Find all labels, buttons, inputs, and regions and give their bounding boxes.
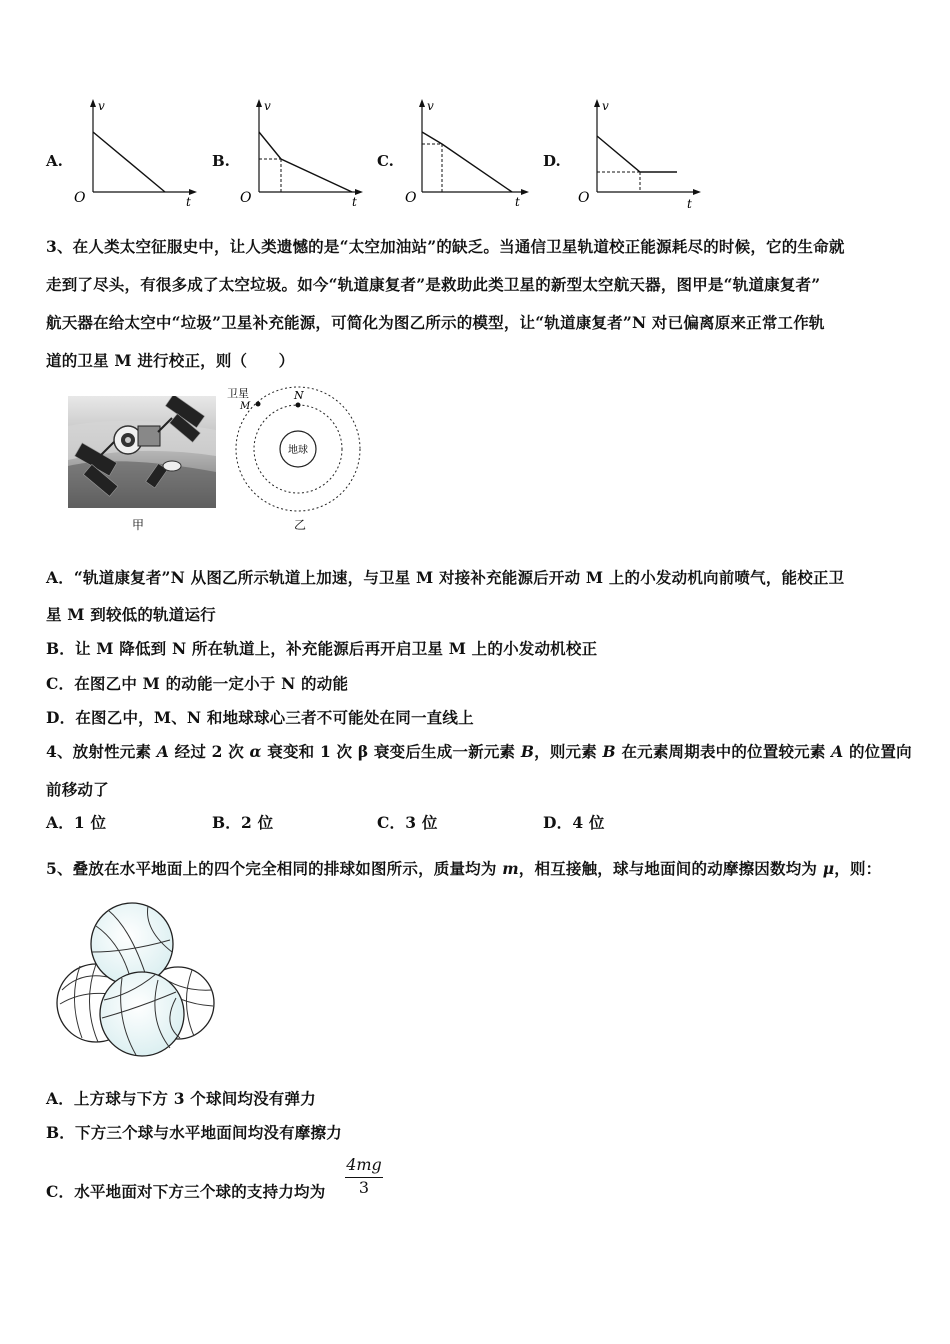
- q3-option-a-line-2: 星 M 到较低的轨道运行: [46, 605, 216, 624]
- satellite-m-label: M: [240, 401, 251, 412]
- origin-label: O: [74, 190, 86, 206]
- figure-yi-caption: 乙: [294, 518, 307, 532]
- origin-label: O: [405, 190, 417, 206]
- origin-label: O: [240, 190, 252, 206]
- q4-option-a: A．1 位: [46, 813, 107, 832]
- figure-yi-orbits: [222, 384, 372, 534]
- q3-stem-line-2: 走到了尽头，有很多成了太空垃圾。如今“轨道康复者”是救助此类卫星的新型太空航天器，图甲是“轨道康复者”: [46, 275, 821, 294]
- fraction-4mg-over-3: [343, 1156, 385, 1198]
- q3-option-a-line-1: A．“轨道康复者”N 从图乙所示轨道上加速，与卫星 M 对接补充能源后开动 M 上的小发动机向前喷气，能校正卫: [46, 568, 845, 587]
- axis-t-label: t: [352, 195, 357, 208]
- option-letter-c: C.: [377, 152, 394, 170]
- q3-stem-line-3: 航天器在给太空中“垃圾”卫星补充能源，可简化为图乙所示的模型，让“轨道康复者”N 对已偏离原来正常工作轨: [46, 313, 825, 332]
- volleyball-front: [100, 972, 184, 1056]
- option-letter-d: D.: [543, 152, 561, 170]
- q3-stem-line-4: 道的卫星 M 进行校正，则（ ）: [46, 351, 295, 370]
- axis-v-label: v: [264, 99, 271, 113]
- q4-option-b: B．2 位: [212, 813, 274, 832]
- q3-stem-line-1: 3、在人类太空征服史中，让人类遗憾的是“太空加油站”的缺乏。当通信卫星轨道校正能源耗尽的时候，它的生命就: [46, 237, 845, 256]
- vt-graph-a: [70, 96, 200, 208]
- vt-graph-c: [402, 96, 532, 208]
- option-letter-a: A.: [46, 152, 63, 170]
- figure-jia-caption: 甲: [132, 518, 145, 532]
- axis-t-label: t: [687, 197, 692, 208]
- figure-jia-photo: [68, 396, 216, 508]
- vt-graph-d: [574, 96, 704, 208]
- option-letter-b: B.: [212, 152, 230, 170]
- axis-v-label: v: [602, 99, 609, 113]
- q4-stem-line-1: 4、放射性元素 A 经过 2 次 α 衰变和 1 次 β 衰变后生成一新元素 B，则元素 B 在元素周期表中的位置较元素 A 的位置向: [46, 742, 912, 761]
- q5-option-a: A．上方球与下方 3 个球间均没有弹力: [46, 1089, 316, 1108]
- satellite-n-label: N: [294, 389, 304, 402]
- earth-label: 地球: [288, 445, 308, 456]
- axis-v-label: v: [427, 99, 434, 113]
- figure-volleyballs: [52, 900, 222, 1060]
- origin-label: O: [578, 190, 590, 206]
- q5-stem: 5、叠放在水平地面上的四个完全相同的排球如图所示，质量均为 m，相互接触，球与地面间的动摩擦因数均为 μ，则：: [46, 859, 882, 878]
- axis-v-label: v: [98, 99, 105, 113]
- fraction-numerator: 4mg: [346, 1155, 382, 1174]
- axis-t-label: t: [515, 195, 520, 208]
- q5-option-b: B．下方三个球与水平地面间均没有摩擦力: [46, 1123, 342, 1142]
- q3-option-b: B．让 M 降低到 N 所在轨道上，补充能源后再开启卫星 M 上的小发动机校正: [46, 639, 598, 658]
- q4-option-c: C．3 位: [377, 813, 438, 832]
- satellite-m-dot: [256, 402, 261, 407]
- vt-graph-b: [236, 96, 366, 208]
- q3-option-d: D．在图乙中，M、N 和地球球心三者不可能处在同一直线上: [46, 708, 474, 727]
- q4-stem-line-2: 前移动了: [46, 780, 109, 799]
- fraction-denominator: 3: [358, 1178, 370, 1197]
- axis-t-label: t: [186, 195, 191, 208]
- satellite-n-dot: [296, 403, 301, 408]
- q3-option-c: C．在图乙中 M 的动能一定小于 N 的动能: [46, 674, 349, 693]
- q5-option-c: C．水平地面对下方三个球的支持力均为: [46, 1182, 326, 1201]
- satellite-label: 卫星: [227, 387, 249, 400]
- q4-option-d: D．4 位: [543, 813, 605, 832]
